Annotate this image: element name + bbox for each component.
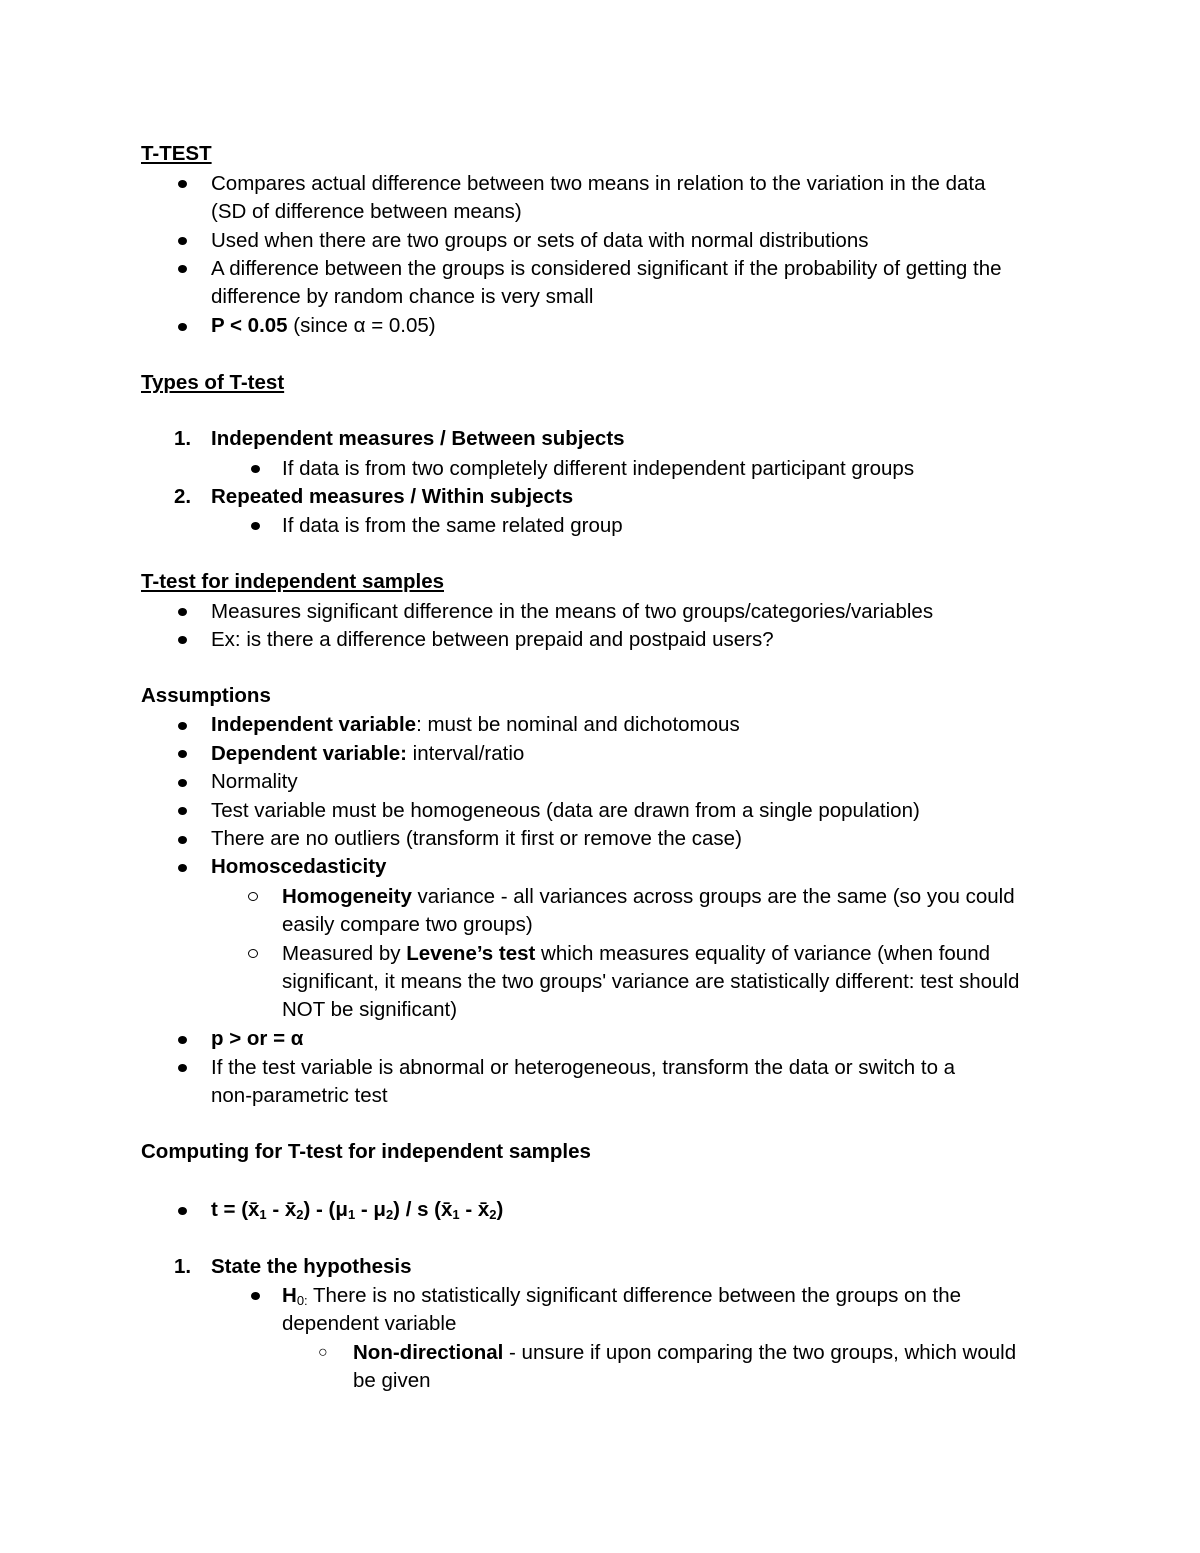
bullet-icon (178, 779, 187, 787)
formula-subscript: 1 (452, 1207, 460, 1222)
computing-heading: Computing for T-test for independent samples (141, 1140, 591, 1163)
bullet-icon (178, 265, 187, 273)
homoscedasticity-sub-1-line-1 (282, 883, 1015, 911)
null-hypothesis-line-1 (282, 1282, 961, 1310)
formula-subscript: 1 (347, 1207, 356, 1222)
list-number: 1. (174, 1255, 192, 1278)
formula-subscript: 2 (385, 1207, 394, 1222)
non-directional-desc: - unsure if upon comparing the two groups, which would (503, 1341, 1017, 1364)
bullet-icon (251, 522, 260, 530)
non-directional-term: Non-directional (353, 1341, 504, 1364)
assumption-5: There are no outliers (transform it first or remove the case) (211, 827, 742, 850)
type-item-2: Repeated measures / Within subjects (211, 485, 574, 508)
bullet-icon (178, 180, 187, 188)
non-directional-line-1 (353, 1339, 1016, 1367)
bullet-icon (251, 1292, 260, 1300)
intro-bullet-2: Used when there are two groups or sets of data with normal distributions (211, 229, 869, 252)
bullet-icon (178, 636, 187, 644)
p-value-threshold: P < 0.05 (211, 314, 288, 337)
bullet-icon (178, 864, 187, 872)
bullet-icon (178, 1064, 187, 1072)
independent-heading: T-test for independent samples (141, 570, 444, 593)
h0-symbol: H (282, 1284, 297, 1307)
intro-bullet-3-line-2: difference by random chance is very small (211, 285, 594, 308)
assumption-1 (211, 711, 740, 739)
formula-part: - x̄ (266, 1198, 297, 1221)
independent-bullet-1: Measures significant difference in the means of two groups/categories/variables (211, 600, 934, 623)
assumption-3: Normality (211, 770, 298, 793)
independent-bullet-2: Ex: is there a difference between prepaid and postpaid users? (211, 628, 774, 651)
formula-part: ) (496, 1198, 504, 1221)
bullet-icon (178, 608, 187, 616)
assumption-6: Homoscedasticity (211, 855, 387, 878)
types-heading: Types of T-test (141, 371, 285, 394)
assumption-2-desc: interval/ratio (406, 742, 525, 765)
page-title: T-TEST (141, 142, 212, 165)
type-item-2-detail: If data is from the same related group (282, 514, 623, 537)
h0-desc: There is no statistically significant difference between the groups on the (307, 1284, 962, 1307)
intro-bullet-3-line-1: A difference between the groups is considered significant if the probability of getting the (211, 257, 1002, 280)
bullet-icon (178, 1036, 187, 1044)
formula-part: t = (x̄ (211, 1198, 260, 1221)
bullet-icon (178, 237, 187, 245)
formula-subscript: 2 (489, 1207, 497, 1222)
assumption-8-line-2: non-parametric test (211, 1084, 388, 1107)
homogeneity-term: Homogeneity (282, 885, 412, 908)
hollow-bullet-icon (248, 892, 258, 901)
formula-part: ) - (μ (303, 1198, 348, 1221)
homogeneity-desc: variance - all variances across groups are the same (so you could (411, 885, 1015, 908)
bullet-icon (178, 836, 187, 844)
formula-part: - μ (355, 1198, 386, 1221)
homoscedasticity-sub-2-line-2: significant, it means the two groups' variance are statistically different: test should (282, 970, 1020, 993)
intro-bullet-1-line-2: (SD of difference between means) (211, 200, 522, 223)
assumption-8-line-1: If the test variable is abnormal or heterogeneous, transform the data or switch to a (211, 1056, 956, 1079)
homoscedasticity-sub-2-line-1 (282, 940, 990, 968)
assumptions-heading: Assumptions (141, 684, 271, 707)
non-directional-line-2: be given (353, 1369, 431, 1392)
intro-bullet-4 (211, 312, 436, 340)
levene-prefix: Measured by (282, 942, 407, 965)
formula-part: - x̄ (459, 1198, 490, 1221)
step-1: State the hypothesis (211, 1255, 412, 1278)
assumption-7: p > or = α (211, 1027, 304, 1050)
assumption-2 (211, 740, 524, 768)
bullet-icon (178, 722, 187, 730)
type-item-1: Independent measures / Between subjects (211, 427, 625, 450)
homoscedasticity-sub-2-line-3: NOT be significant) (282, 998, 458, 1021)
homoscedasticity-sub-1-line-2: easily compare two groups) (282, 913, 533, 936)
bullet-icon (178, 807, 187, 815)
levene-term: Levene’s test (406, 942, 536, 965)
bullet-icon (251, 465, 260, 473)
intro-bullet-1-line-1: Compares actual difference between two means in relation to the variation in the data (211, 172, 986, 195)
assumption-2-term: Dependent variable: (211, 742, 407, 765)
formula-part: ) / s (x̄ (393, 1198, 453, 1221)
formula-subscript: 1 (259, 1207, 267, 1222)
bullet-icon (178, 750, 187, 758)
bullet-icon (178, 323, 187, 331)
assumption-4: Test variable must be homogeneous (data are drawn from a single population) (211, 799, 920, 822)
type-item-1-detail: If data is from two completely different independent participant groups (282, 457, 915, 480)
levene-desc: which measures equality of variance (when found (535, 942, 991, 965)
hollow-bullet-icon (248, 949, 258, 958)
alpha-note: (since α = 0.05) (287, 314, 436, 337)
list-number: 1. (174, 427, 192, 450)
null-hypothesis-line-2: dependent variable (282, 1312, 457, 1335)
bullet-icon (178, 1207, 187, 1215)
assumption-1-term: Independent variable (211, 713, 417, 736)
h0-subscript: 0: (296, 1293, 308, 1308)
formula-subscript: 2 (296, 1207, 304, 1222)
square-bullet-icon: ○ (318, 1344, 328, 1361)
t-formula (211, 1196, 503, 1224)
assumption-1-desc: : must be nominal and dichotomous (416, 713, 740, 736)
list-number: 2. (174, 485, 192, 508)
